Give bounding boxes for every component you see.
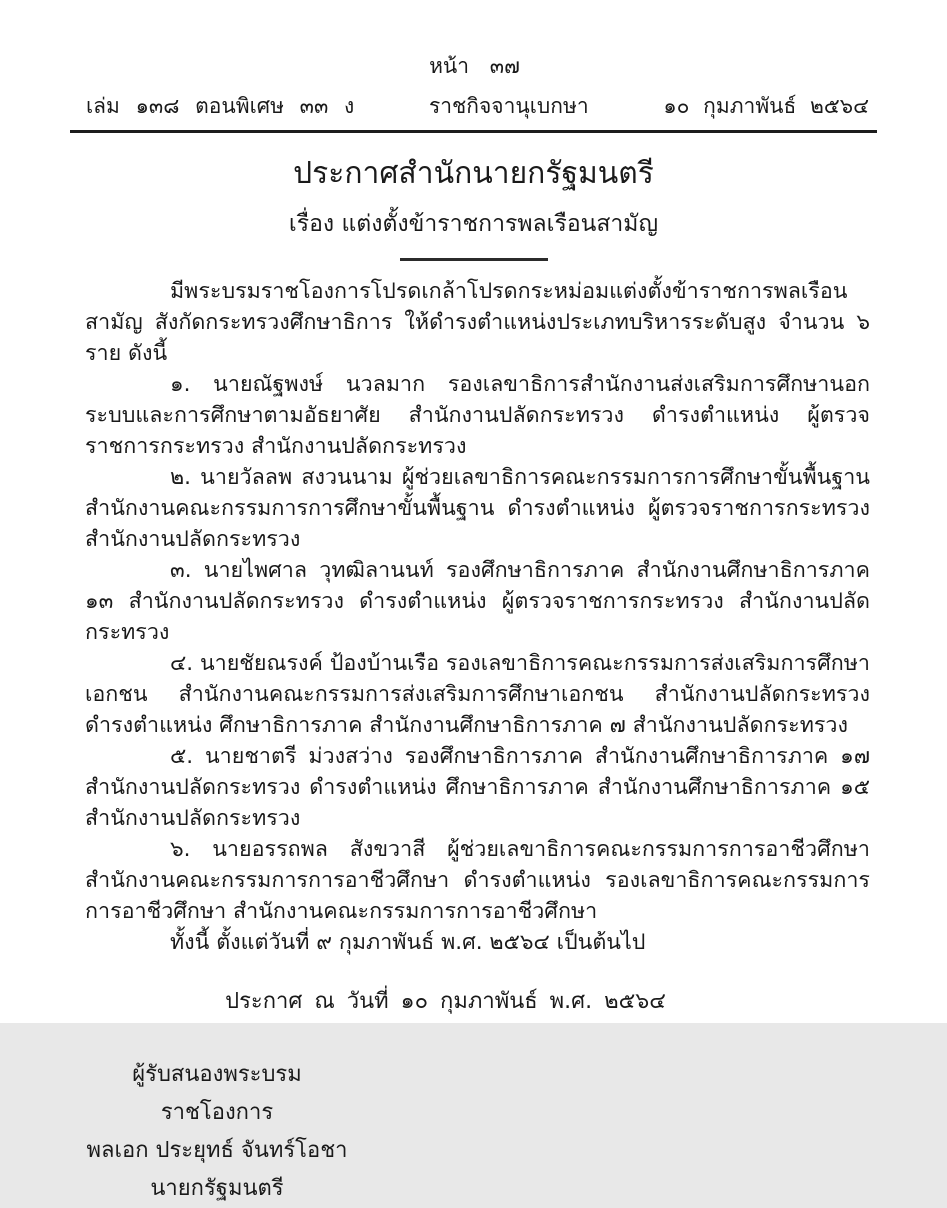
body-paragraph-item-6: ๖. นายอรรถพล สังขวาสี ผู้ช่วยเลขาธิการคณะกรรมการการอาชีวศึกษา สำนักงานคณะกรรมการการอาชีวศึกษา ดำรงตำแหน่ง รองเลขาธิการคณะกรรมการการอาชีวศึกษา สำนักงานคณะกรรมการการอาชีวศึกษา xyxy=(85,837,870,924)
body-paragraph-item-2: ๒. นายวัลลพ สงวนนาม ผู้ช่วยเลขาธิการคณะกรรมการการศึกษาขั้นพื้นฐาน สำนักงานคณะกรรมการการศึกษาขั้นพื้นฐาน ดำรงตำแหน่ง ผู้ตรวจราชการกระทรวง สำนักงานปลัดกระทรวง xyxy=(85,465,870,552)
masthead-row xyxy=(72,90,877,123)
publication-date: ๑๐ กุมภาพันธ์ ๒๕๖๔ xyxy=(663,94,869,118)
title-divider xyxy=(400,258,548,261)
gazette-name: ราชกิจจานุเบกษา xyxy=(428,94,589,118)
signature-block xyxy=(86,1056,348,1208)
signer-position: นายกรัฐมนตรี xyxy=(150,1176,284,1201)
body-paragraph-preamble: มีพระบรมราชโองการโปรดเกล้าโปรดกระหม่อมแต่งตั้งข้าราชการพลเรือนสามัญ สังกัดกระทรวงศึกษาธิการ ให้ดำรงตำแหน่งประเภทบริหารระดับสูง จำนวน ๖ ราย ดังนี้ xyxy=(85,279,870,366)
body-paragraph-item-3: ๓. นายไพศาล วุทฒิลานนท์ รองศึกษาธิการภาค สำนักงานศึกษาธิการภาค ๑๓ สำนักงานปลัดกระทรวง ดำรงตำแหน่ง ผู้ตรวจราชการกระทรวง สำนักงานปลัดกระทรวง xyxy=(85,558,870,645)
body-paragraph-item-4: ๔. นายชัยณรงค์ ป้องบ้านเรือ รองเลขาธิการคณะกรรมการส่งเสริมการศึกษาเอกชน สำนักงานคณะกรรมการส่งเสริมการศึกษาเอกชน สำนักงานปลัดกระทรวง ดำรงตำแหน่ง ศึกษาธิการภาค สำนักงานศึกษาธิการภาค ๗ สำนักงานปลัดกระทรวง xyxy=(85,651,870,738)
body-paragraph-item-5: ๕. นายชาตรี ม่วงสว่าง รองศึกษาธิการภาค สำนักงานศึกษาธิการภาค ๑๗ สำนักงานปลัดกระทรวง ดำรงตำแหน่ง ศึกษาธิการภาค สำนักงานศึกษาธิการภาค ๑๕ สำนักงานปลัดกระทรวง xyxy=(85,744,870,831)
signer-name: พลเอก ประยุทธ์ จันทร์โอชา xyxy=(86,1138,348,1163)
announcement-date-line: ประกาศ ณ วันที่ ๑๐ กุมภาพันธ์ พ.ศ. ๒๕๖๔ xyxy=(225,989,666,1014)
body-paragraph-effective-date: ทั้งนี้ ตั้งแต่วันที่ ๙ กุมภาพันธ์ พ.ศ. ๒๕๖๔ เป็นต้นไป xyxy=(170,930,646,955)
header-rule xyxy=(70,130,877,133)
document-body xyxy=(0,276,947,958)
document-title: ประกาศสำนักนายกรัฐมนตรี xyxy=(293,156,654,191)
volume-issue-label: เล่ม ๑๓๘ ตอนพิเศษ ๓๓ ง xyxy=(86,94,355,118)
page-number: หน้า ๓๗ xyxy=(429,54,520,78)
countersign-label: ผู้รับสนองพระบรมราชโองการ xyxy=(132,1062,302,1125)
title-block xyxy=(0,150,947,261)
gazette-header xyxy=(0,0,947,123)
document-subject: เรื่อง แต่งตั้งข้าราชการพลเรือนสามัญ xyxy=(288,211,659,237)
body-paragraph-item-1: ๑. นายณัฐพงษ์ นวลมาก รองเลขาธิการสำนักงานส่งเสริมการศึกษานอกระบบ​และการศึกษาตามอัธยาศัย สำนักงานปลัดกระทรวง ดำรงตำแหน่ง ผู้ตรวจราชการกระทรวง สำนักงานปลัดกระทรวง xyxy=(85,372,870,459)
